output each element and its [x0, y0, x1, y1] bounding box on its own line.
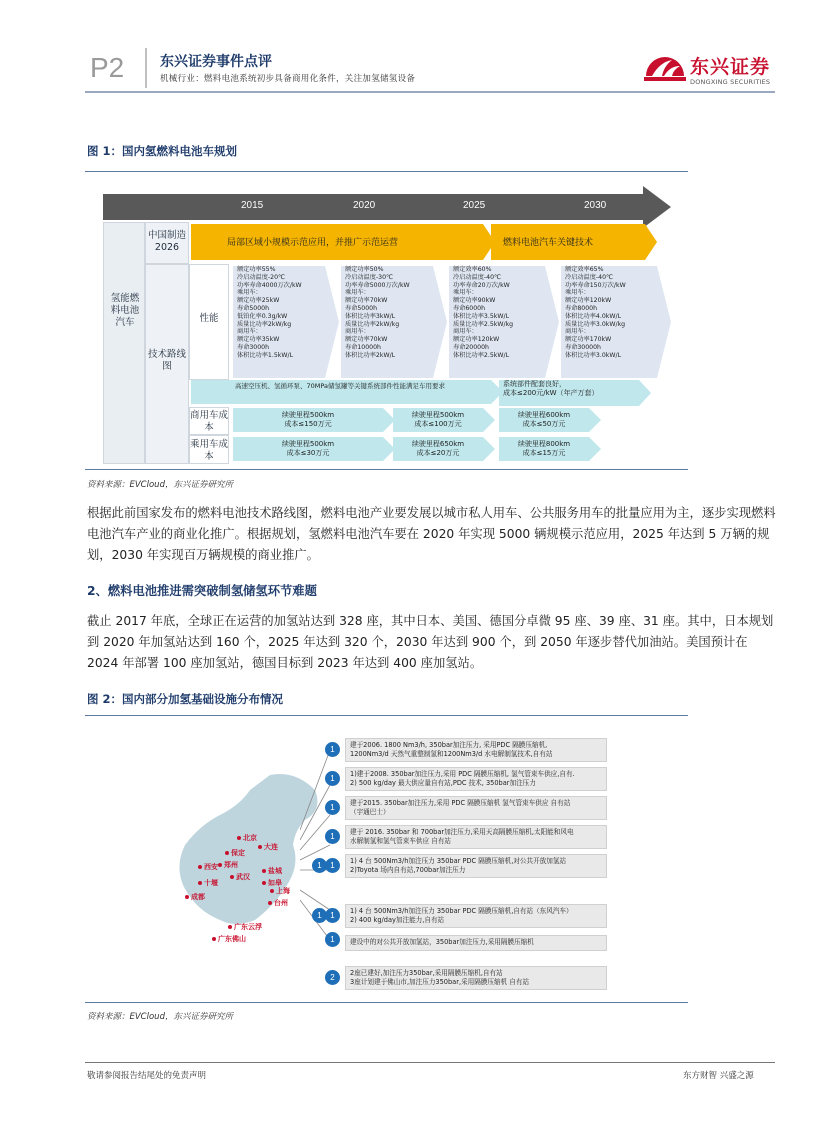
- perf-tip-2015: [325, 266, 339, 378]
- city-taizhou: 台州: [268, 898, 288, 908]
- category-tech-route: 技术路线图: [145, 264, 189, 464]
- year-2030: 2030: [584, 200, 607, 211]
- page-number: P2: [90, 52, 125, 83]
- report-title: 东兴证券事件点评: [160, 54, 272, 70]
- logo-mark-icon: [642, 46, 688, 90]
- report-subtitle: 机械行业：燃料电池系统初步具备商用化条件，关注加氢储氢设备: [160, 74, 416, 84]
- figure1-source: 资料来源：EVCloud，东兴证券研究所: [87, 480, 233, 490]
- station-desc-3: 建于2015. 350bar加注压力,采用 PDC 隔膜压缩机 氢气管束车供应 自有站 （宇通巴士）: [345, 796, 607, 820]
- city-baoding: 保定: [225, 848, 245, 858]
- city-shiyan: 十堰: [198, 878, 218, 888]
- station-desc-4: 建于 2016. 350bar 和 700bar加注压力,采用天高隔膜压缩机,太阳能和风电 水解制氢和氢气管束车供应 自有站: [345, 825, 607, 849]
- route-cost-text: 系统部件配套良好， 成本≤200元/kW（年产万套）: [503, 380, 599, 397]
- perf-text-2020: 额定功率50% 冷启动温度-30℃ 功率寿命5000万次/kW 乘用车： 额定功率70kW 寿命5000h 体积比功率3kW/L 质量比功率2kW/kg 商用车： 额定功率70kW 寿命10000h 体积比功率2kW/L: [345, 266, 410, 359]
- header-rule: [85, 91, 775, 93]
- figure1-caption: 图 1：国内氢燃料电池车规划: [87, 144, 238, 158]
- figure1-top-rule: [85, 171, 688, 172]
- china2026-phase1-text: 局部区域小规模示范应用，并推广示范运营: [227, 238, 399, 248]
- perf-text-2015: 额定功率55% 冷启动温度-20℃ 功率寿命4000万次/kW 乘用车： 额定功率25kW 寿命5000h 低铂化率0.3g/kW 质量比功率2kW/kg 商用车： 额定功率35kW 寿命3000h 体积比功率1.5kW/L: [237, 266, 302, 359]
- city-beijing: 北京: [237, 833, 257, 843]
- logo-text-cn: 东兴证券: [690, 56, 771, 78]
- paragraph-stations-text: 截止 2017 年底，全球正在运营的加氢站达到 328 座，其中日本、美国、德国分卓微 95 座、39 座、31 座。其中，日本规划到 2020 年加氢站达到 160 个，2025 年达到 320 个，2030 年达到 900 个，到 2050 年逐步替代加油站。美国预计在 2024 年部署 100 座加氢站，德国目标到 2023 年达到 400 座加氢站。: [87, 614, 774, 670]
- figure1-bottom-rule: [85, 469, 688, 470]
- left-category-label: 氢能燃料电池汽车: [110, 293, 140, 328]
- station-count-badge-6b: 1: [325, 908, 340, 923]
- figure2-bottom-rule: [85, 1002, 688, 1003]
- paragraph-roadmap-text: 根据此前国家发布的燃料电池技术路线图，燃料电池产业要发展以城市私人用车、公共服务用车的批量应用为主，逐步实现燃料电池汽车产业的商业化推广。根据规划，氢燃料电池汽车要在 2020 年实现 5000 辆规模示范应用，2025 年达到 5 万辆的规划，2030 年实现百万辆规模的商业推广。: [87, 506, 776, 562]
- city-yunfu: 广东云浮: [228, 922, 262, 932]
- cv-cost-text-2: 续驶里程500km 成本≤100万元: [411, 411, 465, 428]
- category-china-2026: 中国制造2026: [145, 222, 189, 264]
- header-divider: [145, 48, 147, 88]
- cv-cost-text-3: 续驶里程600km 成本≤50万元: [517, 411, 571, 428]
- figure1-roadmap: [103, 186, 675, 464]
- pv-cost-tip-2: [483, 437, 495, 461]
- company-logo: [642, 46, 782, 90]
- timeline-arrow-tip: [643, 186, 671, 228]
- phase2-arrow-tip: [645, 224, 657, 260]
- city-dalian: 大连: [258, 842, 278, 852]
- figure2-source: 资料来源：EVCloud，东兴证券研究所: [87, 1012, 233, 1022]
- city-xian: 西安: [198, 862, 218, 872]
- pv-cost-text-2: 续驶里程650km 成本≤20万元: [411, 440, 465, 457]
- footer-slogan: 东方财智 兴盛之源: [683, 1071, 754, 1081]
- pv-cost-tip-3: [589, 437, 601, 461]
- perf-tip-2030: [657, 266, 671, 378]
- city-yancheng: 盐城: [262, 866, 282, 876]
- station-count-badge-5b: 1: [325, 858, 340, 873]
- station-count-badge-3: 1: [325, 800, 340, 815]
- city-wuhan: 武汉: [230, 872, 250, 882]
- pv-cost-text-3: 续驶里程800km 成本≤15万元: [517, 440, 571, 457]
- perf-text-2030: 额定效率65% 冷启动温度-40℃ 功率寿命150万次/kW 乘用车： 额定功率120kW 寿命8000h 体积比功率4.0kW/L 质量比功率3.0kW/kg 商用车： 额定功率170kW 寿命30000h 体积比功率3.0kW/L: [565, 266, 626, 359]
- logo-text-en: DONGXING SECURITIES: [690, 78, 771, 86]
- year-2025: 2025: [463, 200, 486, 211]
- station-count-badge-5a: 1: [312, 858, 327, 873]
- city-foshan: 广东佛山: [212, 934, 246, 944]
- station-desc-7: 建设中的对公共开放加氢站，350bar加注压力,采用隔膜压缩机: [345, 935, 607, 951]
- perf-text-2025: 额定效率60% 冷启动温度-40℃ 功率寿命20万次/kW 乘用车： 额定功率90kW 寿命6000h 体积比功率3.5kW/L 质量比功率2.5kW/kg 商用车： 额定功率120kW 寿命20000h 体积比功率2.5kW/L: [453, 266, 514, 359]
- city-chengdu: 成都: [185, 892, 205, 902]
- city-rugao: 如皋: [262, 878, 282, 888]
- city-shanghai: 上海: [270, 886, 290, 896]
- station-count-badge-1: 1: [325, 742, 340, 757]
- cv-cost-tip-2: [483, 408, 495, 432]
- figure2-top-rule: [85, 715, 688, 716]
- station-desc-6: 1) 4 台 500Nm3/h加注压力 350bar PDC 隔膜压缩机,自有站（东风汽车） 2) 400 kg/day加注能力,自有站: [345, 904, 607, 928]
- category-performance: 性能: [189, 264, 229, 380]
- footer-rule: [85, 1062, 775, 1063]
- station-desc-5: 1) 4 台 500Nm3/h加注压力 350bar PDC 隔膜压缩机,对公共开放加氢站 2)Toyota 场内自有站,700bar加注压力: [345, 854, 607, 878]
- station-desc-1: 建于2006. 1800 Nm3/h, 350bar加注压力, 采用PDC 隔膜压缩机, 1200Nm3/d 天然气重整制氢和1200Nm3/d 水电解制氢技术,自有站: [345, 738, 607, 762]
- station-desc-2: 1)建于2008. 350bar加注压力,采用 PDC 隔膜压缩机, 氢气管束车供应,自有. 2) 500 kg/day 最大供应量自有站,PDC 技术, 350bar加注压力: [345, 767, 607, 791]
- china2026-arrow-phase2: [491, 224, 645, 260]
- cv-cost-tip-3: [589, 408, 601, 432]
- city-zhengzhou: 郑州: [218, 860, 238, 870]
- station-count-badge-7: 1: [325, 932, 340, 947]
- paragraph-stations: [87, 611, 777, 674]
- station-count-badge-4: 1: [325, 829, 340, 844]
- paragraph-roadmap: [87, 503, 777, 566]
- china2026-phase2-text: 燃料电池汽车关键技术: [503, 238, 594, 248]
- perf-tip-2025: [545, 266, 559, 378]
- section-heading-2: 2、燃料电池推进需突破制氢储氢环节难题: [87, 584, 317, 598]
- station-count-badge-2: 1: [325, 771, 340, 786]
- year-2015: 2015: [241, 200, 264, 211]
- footer-disclaimer: 敬请参阅报告结尾处的免责声明: [87, 1071, 207, 1081]
- route-components-text: 高速空压机、氢循环泵、70MPa储氢罐等关键系统部件性能满足车用要求: [235, 382, 445, 390]
- category-commercial-cost: 商用车成本: [189, 407, 229, 435]
- year-2020: 2020: [353, 200, 376, 211]
- route-cost-tip: [639, 380, 651, 406]
- category-passenger-cost: 乘用车成本: [189, 435, 229, 464]
- pv-cost-text-1: 续驶里程500km 成本≤30万元: [281, 440, 335, 457]
- station-count-badge-8: 2: [325, 970, 340, 985]
- china2026-arrow-phase1: [191, 224, 483, 260]
- cv-cost-text-1: 续驶里程500km 成本≤150万元: [281, 411, 335, 428]
- left-category-column: [103, 222, 145, 464]
- station-desc-8: 2座已建好,加注压力350bar,采用隔膜压缩机,自有站 3座计划建于佛山市,加注压力350bar,采用隔膜压缩机 自有站: [345, 966, 607, 990]
- perf-tip-2020: [433, 266, 447, 378]
- figure2-caption: 图 2：国内部分加氢基础设施分布情况: [87, 692, 284, 706]
- station-count-badge-6a: 1: [312, 908, 327, 923]
